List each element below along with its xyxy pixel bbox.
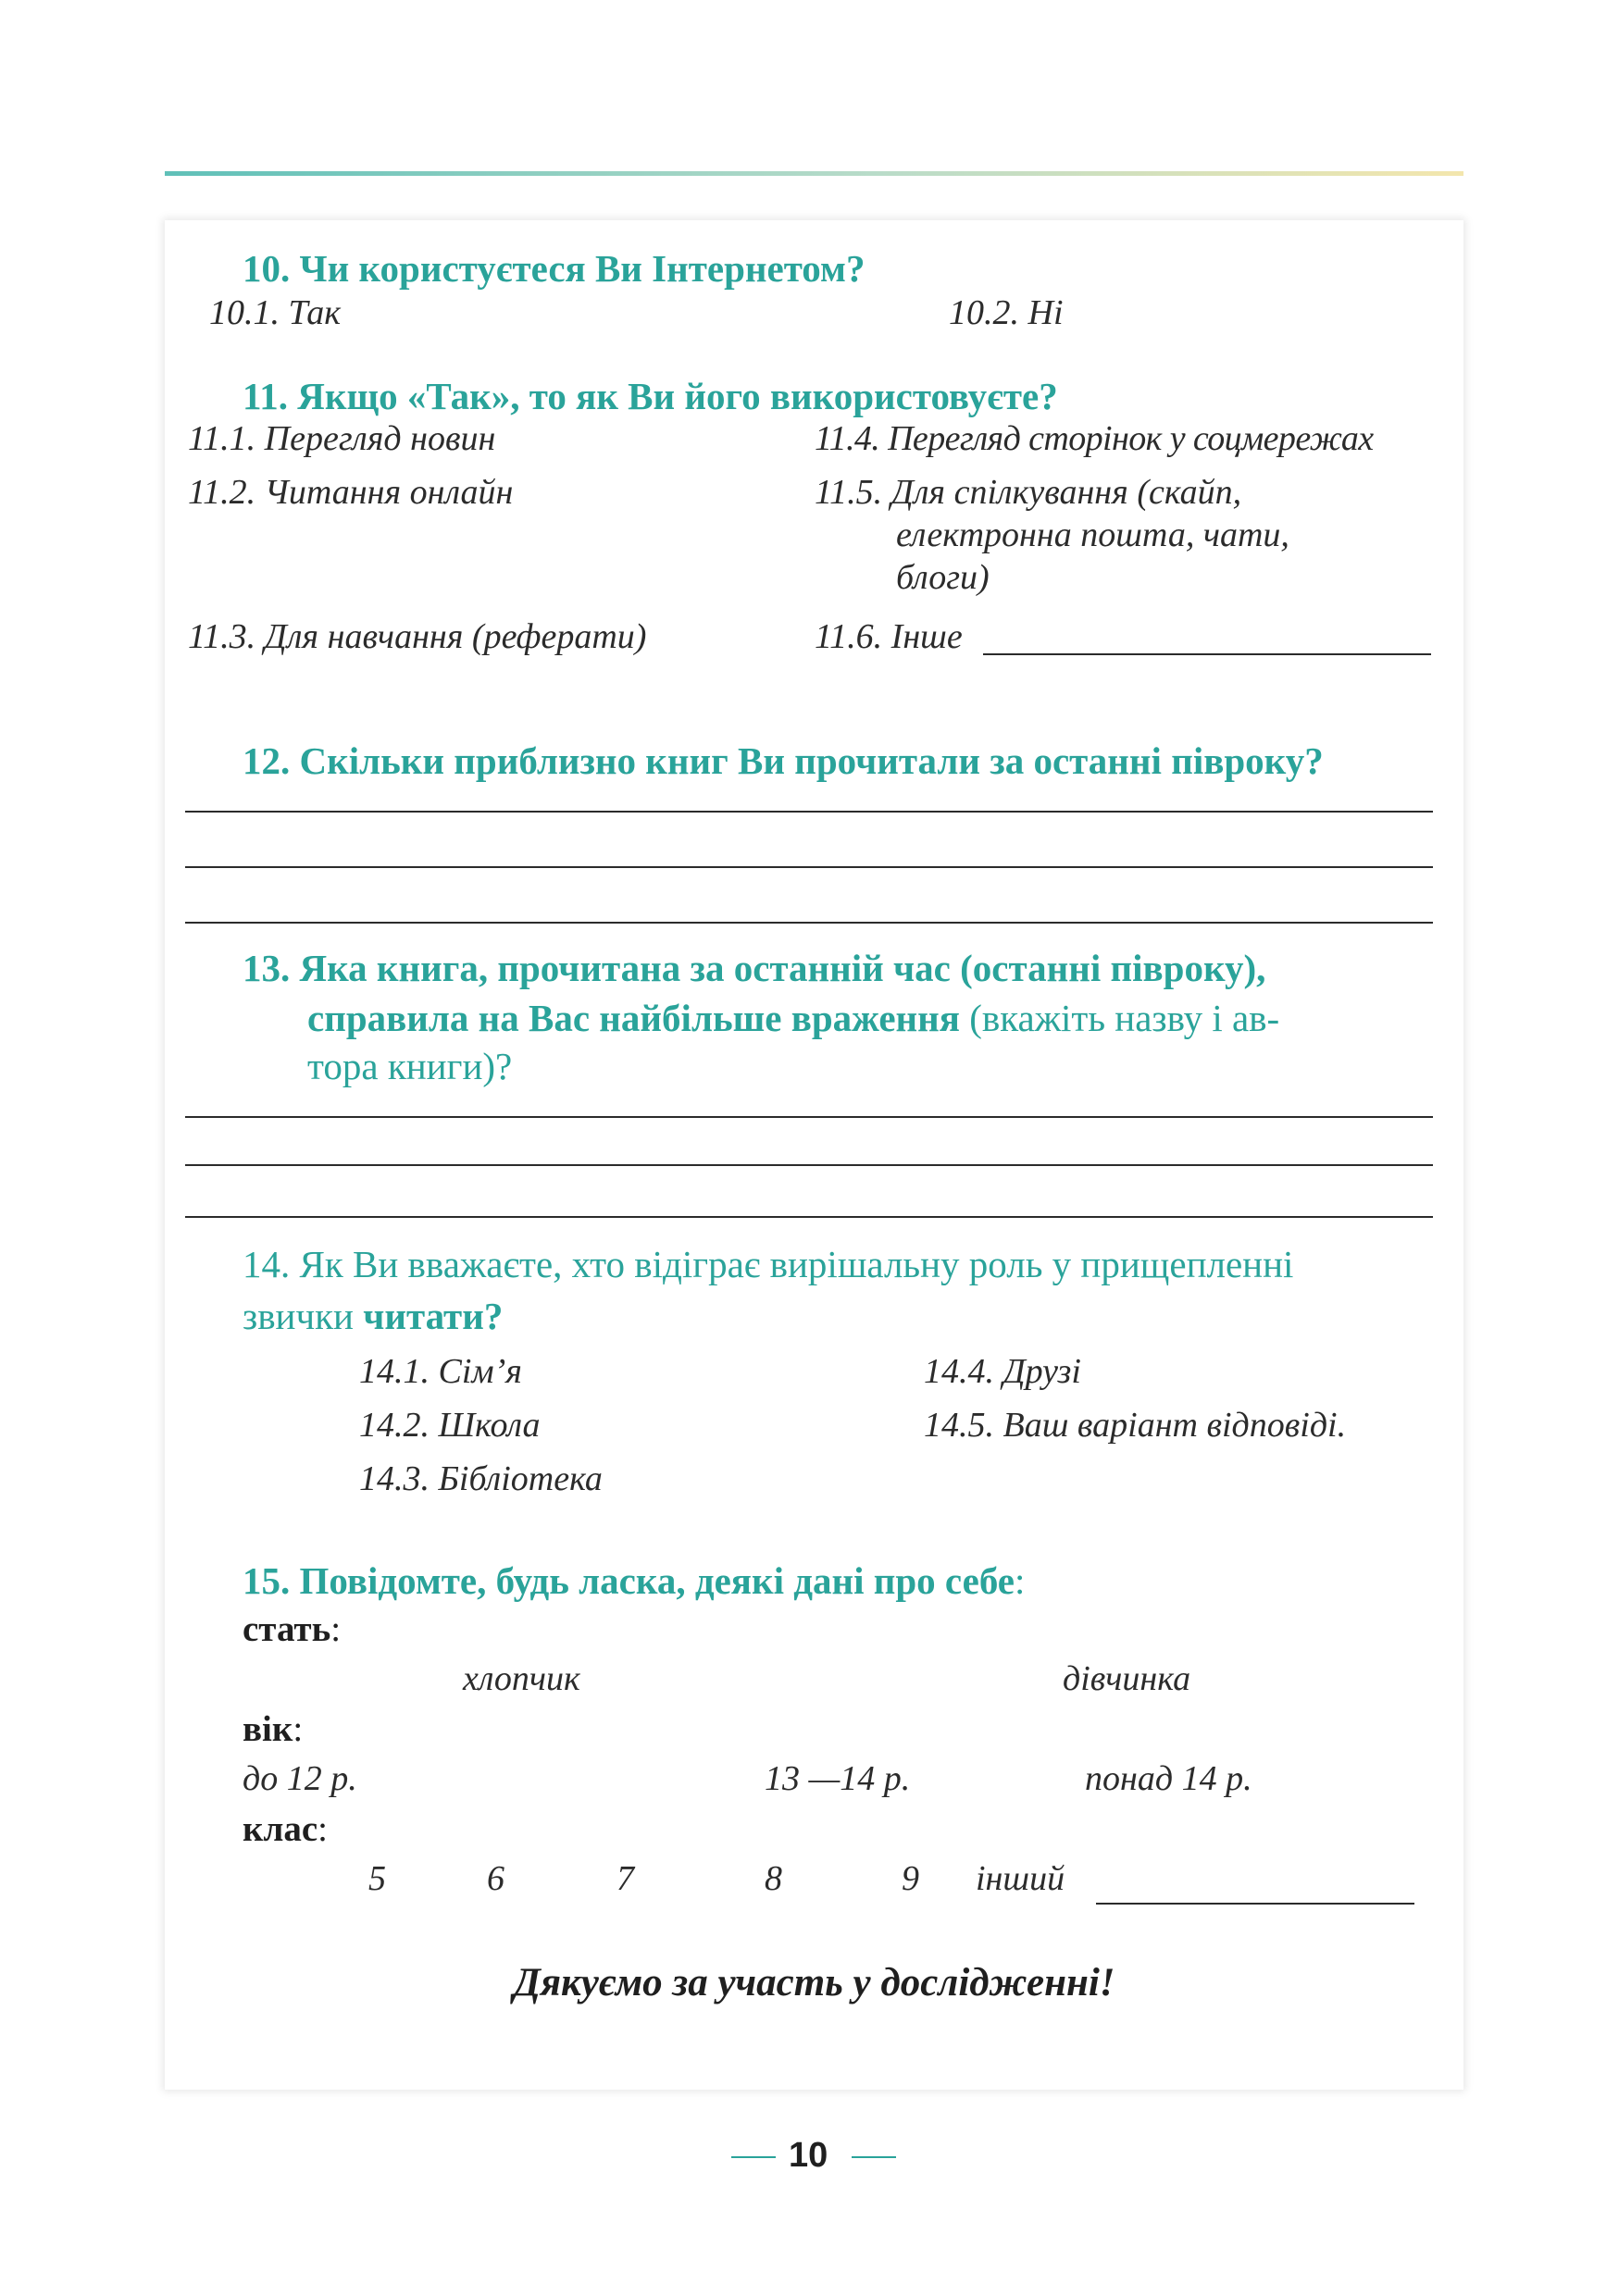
q13-answer-line[interactable]	[185, 1164, 1433, 1166]
q15-title-text: 15. Повідомте, будь ласка, деякі дані про себе	[243, 1559, 1015, 1602]
q11-option-4[interactable]: 11.4. Перегляд сторінок у соцмережах	[815, 419, 1374, 458]
class-option-5[interactable]: 5	[368, 1859, 386, 1898]
q14-text-line2: звички	[243, 1295, 364, 1337]
class-label	[243, 1808, 328, 1850]
page-number: 10	[789, 2136, 828, 2175]
age-option-13-14[interactable]: 13 —14 р.	[765, 1759, 911, 1798]
q15-title-colon: :	[1014, 1559, 1026, 1602]
q11-option-3[interactable]: 11.3. Для навчання (реферати)	[188, 617, 647, 656]
class-option-9[interactable]: 9	[902, 1859, 919, 1898]
question-14-title	[243, 1242, 1293, 1286]
class-option-6[interactable]: 6	[487, 1859, 504, 1898]
q10-option-no[interactable]: 10.2. Ні	[949, 293, 1064, 332]
sex-option-boy[interactable]: хлопчик	[463, 1659, 580, 1698]
q14-option-2[interactable]: 14.2. Школа	[359, 1406, 541, 1445]
class-option-8[interactable]: 8	[765, 1859, 782, 1898]
age-option-under-12[interactable]: до 12 р.	[243, 1759, 357, 1798]
question-13-title-line2	[307, 996, 1279, 1040]
q11-option-1[interactable]: 11.1. Перегляд новин	[188, 419, 496, 458]
q14-option-5[interactable]: 14.5. Ваш варіант відповіді.	[924, 1406, 1347, 1445]
q13-emphasis: справила на Вас найбільше враження	[307, 997, 960, 1039]
q14-text: . Як Ви вважаєте, хто відіграє вирішальну роль у прищепленні	[280, 1243, 1294, 1285]
page-number-dash-right	[852, 2156, 896, 2158]
class-option-other[interactable]: інший	[976, 1859, 1065, 1898]
class-option-7[interactable]: 7	[616, 1859, 634, 1898]
question-14-title-line2	[243, 1294, 503, 1338]
q14-option-3[interactable]: 14.3. Бібліотека	[359, 1459, 603, 1498]
question-10-title: 10. Чи користуєтеся Ви Інтернетом?	[243, 247, 866, 290]
sex-option-girl[interactable]: дівчинка	[1063, 1659, 1191, 1698]
question-13-title: 13. Яка книга, прочитана за останній час (останні півроку),	[243, 947, 1266, 989]
thanks-message: Дякуємо за участь у дослідженні!	[513, 1961, 1115, 2004]
q14-emphasis: читати?	[363, 1295, 504, 1337]
q12-answer-line[interactable]	[185, 866, 1433, 868]
q14-option-1[interactable]: 14.1. Сім’я	[359, 1352, 522, 1391]
q11-option-5-line2: електронна пошта, чати,	[896, 515, 1289, 554]
q11-option-6[interactable]: 11.6. Інше	[815, 617, 963, 656]
q14-number: 14	[243, 1243, 280, 1285]
q14-option-4[interactable]: 14.4. Друзі	[924, 1352, 1081, 1391]
age-label-colon: :	[293, 1709, 304, 1749]
question-13-title-line3: тора книги)?	[307, 1045, 513, 1087]
question-11-title: 11. Якщо «Так», то як Ви його використовуєте?	[243, 375, 1058, 417]
q13-answer-line[interactable]	[185, 1116, 1433, 1118]
q10-option-yes[interactable]: 10.1. Так	[209, 293, 342, 332]
q12-answer-line[interactable]	[185, 811, 1433, 813]
sex-label-colon: :	[330, 1609, 342, 1649]
q13-answer-line[interactable]	[185, 1216, 1433, 1218]
class-label-colon: :	[318, 1809, 329, 1849]
q12-answer-line[interactable]	[185, 922, 1433, 924]
age-label	[243, 1708, 303, 1750]
q11-option-5[interactable]: 11.5. Для спілкування (скайп,	[815, 473, 1242, 512]
header-rule	[165, 171, 1463, 176]
q11-option-2[interactable]: 11.2. Читання онлайн	[188, 473, 514, 512]
q11-other-answer-line[interactable]	[983, 653, 1431, 655]
question-12-title: 12. Скільки приблизно книг Ви прочитали за останні півроку?	[243, 739, 1324, 782]
questionnaire-card	[165, 220, 1463, 2090]
sex-label-text: стать	[243, 1609, 331, 1649]
q11-option-5-line3: блоги)	[896, 558, 990, 597]
class-other-answer-line[interactable]	[1096, 1903, 1414, 1905]
age-option-over-14[interactable]: понад 14 р.	[1085, 1759, 1252, 1798]
class-label-text: клас	[243, 1809, 318, 1849]
page-number-dash-left	[731, 2156, 776, 2158]
question-15-title	[243, 1558, 1025, 1603]
q13-hint: (вкажіть назву і ав-	[959, 997, 1280, 1039]
age-label-text: вік	[243, 1709, 293, 1749]
sex-label	[243, 1608, 341, 1650]
